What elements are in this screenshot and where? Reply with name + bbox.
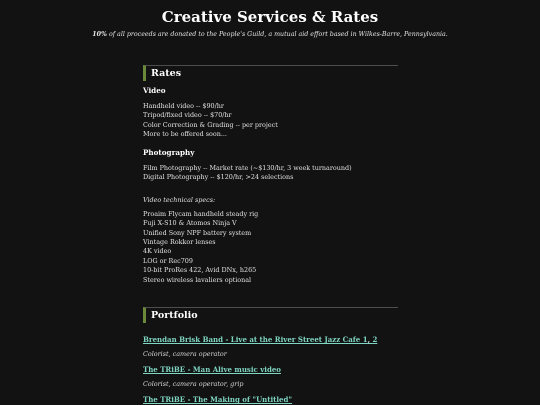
portfolio-list <box>143 335 398 405</box>
spec-item: Vintage Rokkor lenses <box>143 238 216 247</box>
portfolio-credit: Colorist, camera operator, grip <box>143 380 244 389</box>
portfolio-credit: Colorist, camera operator <box>143 350 227 359</box>
spec-item: Unified Sony NPF battery system <box>143 228 252 237</box>
photo-rate-item: Film Photography -- Market rate (~$130/hr, 3 week turnaround) <box>143 163 352 172</box>
spec-item: Stereo wireless lavaliers optional <box>143 275 252 284</box>
portfolio-item <box>143 335 398 359</box>
video-rate-item: Tripod/fixed video -- $70/hr <box>143 111 232 120</box>
portfolio-item <box>143 395 398 405</box>
donation-text: of all proceeds are donated to the People's Guild, a mutual aid effort based in Wilkes-Barre, Pennsylvania. <box>106 31 448 38</box>
portfolio-link[interactable]: Brendan Brisk Band - Live at the River Street Jazz Cafe 1 <box>143 335 368 345</box>
spec-item: 10-bit ProRes 422, Avid DNx, h265 <box>143 266 257 275</box>
specs-list <box>143 210 398 285</box>
spec-item: Fuji X-S10 & Atomos Ninja V <box>143 219 237 228</box>
spec-item: Proaim Flycam handheld steady rig <box>143 209 259 218</box>
spec-item: LOG or Rec709 <box>143 256 193 265</box>
portfolio-link[interactable]: The TRiBE - The Making of "Untitled" <box>143 395 293 405</box>
photography-heading: Photography <box>143 147 195 157</box>
video-heading: Video <box>143 86 166 95</box>
donation-note <box>0 31 540 38</box>
portfolio-heading: Portfolio <box>143 307 398 323</box>
portfolio-link-line <box>143 335 398 345</box>
photography-rates-list <box>143 164 398 183</box>
portfolio-link-part-2[interactable]: 2 <box>372 335 378 345</box>
donation-percent: 10% <box>92 31 107 38</box>
video-rate-item: Color Correction & Grading -- per project <box>143 120 278 129</box>
main-content <box>143 65 398 405</box>
portfolio-link[interactable]: The TRiBE - Man Alive music video <box>143 365 281 375</box>
photo-rate-item: Digital Photography -- $120/hr, >24 selections <box>143 173 294 182</box>
link-separator: , <box>367 335 373 345</box>
specs-heading: Video technical specs: <box>143 196 216 205</box>
video-rate-item: More to be offered soon... <box>143 130 227 139</box>
video-rates-list <box>143 102 398 140</box>
page-title: Creative Services & Rates <box>161 8 379 26</box>
spec-item: 4K video <box>143 247 172 256</box>
video-rate-item: Handheld video -- $90/hr <box>143 102 224 110</box>
rates-heading: Rates <box>143 65 398 81</box>
portfolio-item <box>143 365 398 389</box>
